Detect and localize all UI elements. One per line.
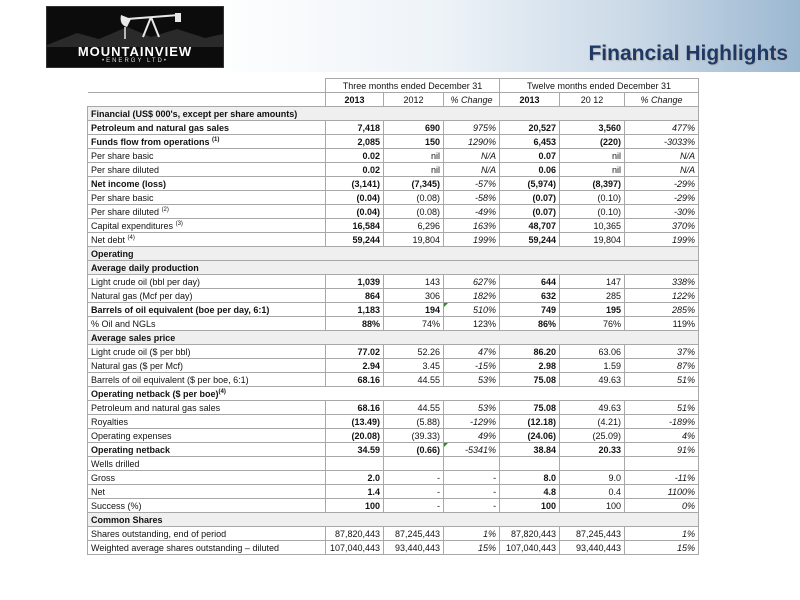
section-label bbox=[88, 107, 699, 121]
cell-y-change: -29% bbox=[625, 177, 699, 191]
cell-y-change: N/A bbox=[625, 149, 699, 163]
row-label bbox=[88, 499, 326, 513]
cell-y-2012: 0.4 bbox=[560, 485, 625, 499]
financial-highlights-table bbox=[87, 78, 699, 555]
section-row bbox=[88, 107, 699, 121]
row-label-text: Capital expenditures bbox=[91, 220, 174, 231]
cell-q-change: 163% bbox=[444, 219, 500, 233]
cell-y-change: -30% bbox=[625, 205, 699, 219]
row-label bbox=[88, 191, 326, 205]
cell-y-2012: 49.63 bbox=[560, 401, 625, 415]
col-header-2013-q: 2013 bbox=[326, 93, 384, 107]
cell-y-2012: (0.10) bbox=[560, 191, 625, 205]
row-label-text: Shares outstanding, end of period bbox=[91, 528, 227, 539]
footnote-marker: (4) bbox=[127, 234, 135, 241]
table-row bbox=[88, 457, 699, 471]
table-row bbox=[88, 527, 699, 541]
slide-title: Financial Highlights bbox=[588, 42, 788, 65]
row-label-text: Per share basic bbox=[91, 150, 154, 161]
row-label bbox=[88, 443, 326, 457]
row-label bbox=[88, 149, 326, 163]
cell-q-2012: (5.88) bbox=[384, 415, 444, 429]
table-row bbox=[88, 485, 699, 499]
table-row bbox=[88, 303, 699, 317]
row-label-text: Petroleum and natural gas sales bbox=[91, 402, 221, 413]
cell-q-change: 975% bbox=[444, 121, 500, 135]
col-header-2012-q: 2012 bbox=[384, 93, 444, 107]
cell-y-2013: (24.06) bbox=[500, 429, 560, 443]
row-label bbox=[88, 541, 326, 555]
cell-y-change: 338% bbox=[625, 275, 699, 289]
cell-q-2013: 0.02 bbox=[326, 149, 384, 163]
twelve-months-header: Twelve months ended December 31 bbox=[500, 79, 699, 93]
row-label bbox=[88, 219, 326, 233]
cell-q-2013: 864 bbox=[326, 289, 384, 303]
cell-y-change: 199% bbox=[625, 233, 699, 247]
cell-y-2012: nil bbox=[560, 163, 625, 177]
cell-q-2013: 87,820,443 bbox=[326, 527, 384, 541]
cell-y-2013: 632 bbox=[500, 289, 560, 303]
cell-y-change: 122% bbox=[625, 289, 699, 303]
cell-q-2012: 44.55 bbox=[384, 373, 444, 387]
section-label bbox=[88, 331, 699, 345]
cell-q-change bbox=[444, 457, 500, 471]
cell-q-change: -57% bbox=[444, 177, 500, 191]
cell-y-change: 1% bbox=[625, 527, 699, 541]
row-label bbox=[88, 205, 326, 219]
cell-y-change: 1100% bbox=[625, 485, 699, 499]
row-label-text: Barrels of oil equivalent (boe per day, 6:1) bbox=[91, 304, 270, 315]
row-label bbox=[88, 471, 326, 485]
cell-q-2012: (0.08) bbox=[384, 205, 444, 219]
cell-q-2012: (39.33) bbox=[384, 429, 444, 443]
cell-y-change: 51% bbox=[625, 373, 699, 387]
cell-q-2012: 194 bbox=[384, 303, 444, 317]
cell-y-2012: (0.10) bbox=[560, 205, 625, 219]
logo-name: MOUNTAINVIEW bbox=[77, 44, 193, 59]
cell-q-2012: 6,296 bbox=[384, 219, 444, 233]
row-label-text: Success (%) bbox=[91, 500, 142, 511]
cell-q-2013: 2.94 bbox=[326, 359, 384, 373]
section-label bbox=[88, 261, 699, 275]
cell-q-2012: - bbox=[384, 471, 444, 485]
cell-q-2012: nil bbox=[384, 149, 444, 163]
cell-q-2013: 107,040,443 bbox=[326, 541, 384, 555]
cell-q-change: - bbox=[444, 485, 500, 499]
section-label-text: Operating bbox=[91, 248, 134, 259]
footnote-marker: (4) bbox=[218, 388, 226, 395]
cell-q-2013: 7,418 bbox=[326, 121, 384, 135]
row-label-text: Light crude oil (bbl per day) bbox=[91, 276, 201, 287]
section-row bbox=[88, 261, 699, 275]
row-label bbox=[88, 317, 326, 331]
cell-q-2013: 88% bbox=[326, 317, 384, 331]
cell-y-2012: 93,440,443 bbox=[560, 541, 625, 555]
cell-q-change: 510% bbox=[444, 303, 500, 317]
table-row bbox=[88, 415, 699, 429]
cell-q-change: - bbox=[444, 499, 500, 513]
cell-q-change: -49% bbox=[444, 205, 500, 219]
col-header-change-y: % Change bbox=[625, 93, 699, 107]
cell-q-2012: - bbox=[384, 499, 444, 513]
row-label bbox=[88, 485, 326, 499]
cell-q-2013: 2.0 bbox=[326, 471, 384, 485]
table-row bbox=[88, 177, 699, 191]
cell-q-change: -5341% bbox=[444, 443, 500, 457]
cell-y-2012: 63.06 bbox=[560, 345, 625, 359]
row-label bbox=[88, 303, 326, 317]
cell-y-2013 bbox=[500, 457, 560, 471]
section-label bbox=[88, 513, 699, 527]
cell-y-2012: 49.63 bbox=[560, 373, 625, 387]
cell-q-2012: - bbox=[384, 485, 444, 499]
cell-q-2012: (0.66) bbox=[384, 443, 444, 457]
cell-y-2013: 87,820,443 bbox=[500, 527, 560, 541]
row-label bbox=[88, 457, 326, 471]
row-label-text: Per share diluted bbox=[91, 164, 160, 175]
row-label bbox=[88, 527, 326, 541]
cell-q-change: 123% bbox=[444, 317, 500, 331]
table-row bbox=[88, 135, 699, 149]
cell-q-change: N/A bbox=[444, 149, 500, 163]
row-label bbox=[88, 429, 326, 443]
cell-q-2013: (0.04) bbox=[326, 191, 384, 205]
header-blank bbox=[88, 79, 326, 93]
footnote-marker: (2) bbox=[161, 206, 169, 213]
cell-y-change: N/A bbox=[625, 163, 699, 177]
col-header-2013-y: 2013 bbox=[500, 93, 560, 107]
row-label-text: Operating expenses bbox=[91, 430, 172, 441]
cell-q-2013: (0.04) bbox=[326, 205, 384, 219]
cell-q-2012: 143 bbox=[384, 275, 444, 289]
cell-y-2012: 10,365 bbox=[560, 219, 625, 233]
row-label-text: Net debt bbox=[91, 234, 126, 245]
row-label-text: Wells drilled bbox=[91, 458, 140, 469]
table-row bbox=[88, 317, 699, 331]
cell-q-change: 1290% bbox=[444, 135, 500, 149]
header-blank bbox=[88, 93, 326, 107]
table-row bbox=[88, 289, 699, 303]
cell-q-2013: (20.08) bbox=[326, 429, 384, 443]
company-logo bbox=[46, 6, 224, 68]
cell-y-2013: 38.84 bbox=[500, 443, 560, 457]
cell-y-change bbox=[625, 457, 699, 471]
cell-q-change: -58% bbox=[444, 191, 500, 205]
cell-q-2012: 306 bbox=[384, 289, 444, 303]
cell-y-2012: (25.09) bbox=[560, 429, 625, 443]
section-label-text: Common Shares bbox=[91, 514, 163, 525]
table-row bbox=[88, 121, 699, 135]
cell-q-2013: 68.16 bbox=[326, 373, 384, 387]
cell-y-2012 bbox=[560, 457, 625, 471]
cell-y-2013: 59,244 bbox=[500, 233, 560, 247]
row-label bbox=[88, 345, 326, 359]
cell-y-2013: 107,040,443 bbox=[500, 541, 560, 555]
cell-y-2013: 100 bbox=[500, 499, 560, 513]
table-row bbox=[88, 205, 699, 219]
cell-y-2013: 6,453 bbox=[500, 135, 560, 149]
table-row bbox=[88, 219, 699, 233]
cell-q-2013: 0.02 bbox=[326, 163, 384, 177]
three-months-header: Three months ended December 31 bbox=[326, 79, 500, 93]
col-header-2012-y: 20 12 bbox=[560, 93, 625, 107]
cell-y-2013: 749 bbox=[500, 303, 560, 317]
row-label bbox=[88, 233, 326, 247]
cell-q-2013: 59,244 bbox=[326, 233, 384, 247]
cell-y-change: 285% bbox=[625, 303, 699, 317]
cell-q-change: - bbox=[444, 471, 500, 485]
cell-y-2013: 86% bbox=[500, 317, 560, 331]
group-header-row bbox=[88, 79, 699, 93]
cell-q-2013: 1.4 bbox=[326, 485, 384, 499]
cell-y-change: 370% bbox=[625, 219, 699, 233]
cell-y-2012: 285 bbox=[560, 289, 625, 303]
cell-y-2013: 48,707 bbox=[500, 219, 560, 233]
cell-y-2013: (0.07) bbox=[500, 191, 560, 205]
row-label bbox=[88, 415, 326, 429]
cell-y-2013: 86.20 bbox=[500, 345, 560, 359]
row-label-text: Per share diluted bbox=[91, 206, 160, 217]
cell-y-change: 477% bbox=[625, 121, 699, 135]
cell-q-change: -129% bbox=[444, 415, 500, 429]
cell-y-change: -29% bbox=[625, 191, 699, 205]
cell-q-change: 15% bbox=[444, 541, 500, 555]
cell-q-change: 1% bbox=[444, 527, 500, 541]
cell-y-2012: 100 bbox=[560, 499, 625, 513]
cell-q-2012 bbox=[384, 457, 444, 471]
table-row bbox=[88, 149, 699, 163]
cell-y-change: 37% bbox=[625, 345, 699, 359]
row-label-text: Per share basic bbox=[91, 192, 154, 203]
cell-q-change: N/A bbox=[444, 163, 500, 177]
row-label-text: Funds flow from operations bbox=[91, 136, 210, 147]
row-label-text: Petroleum and natural gas sales bbox=[91, 122, 230, 133]
table-row bbox=[88, 359, 699, 373]
table-row bbox=[88, 373, 699, 387]
cell-y-2012: 1.59 bbox=[560, 359, 625, 373]
cell-q-2013: (3,141) bbox=[326, 177, 384, 191]
cell-y-2012: (220) bbox=[560, 135, 625, 149]
cell-q-2013: 34.59 bbox=[326, 443, 384, 457]
section-row bbox=[88, 331, 699, 345]
cell-y-change: 0% bbox=[625, 499, 699, 513]
cell-q-2013: 1,183 bbox=[326, 303, 384, 317]
cell-y-2012: (4.21) bbox=[560, 415, 625, 429]
section-label-text: Average sales price bbox=[91, 332, 176, 343]
table-row bbox=[88, 191, 699, 205]
cell-q-change: 53% bbox=[444, 401, 500, 415]
cell-q-change: -15% bbox=[444, 359, 500, 373]
cell-q-2012: 52.26 bbox=[384, 345, 444, 359]
cell-y-2012: nil bbox=[560, 149, 625, 163]
row-label-text: Operating netback bbox=[91, 444, 171, 455]
cell-q-change: 47% bbox=[444, 345, 500, 359]
cell-y-2012: 3,560 bbox=[560, 121, 625, 135]
cell-y-change: 51% bbox=[625, 401, 699, 415]
cell-y-change: 15% bbox=[625, 541, 699, 555]
cell-q-2012: 93,440,443 bbox=[384, 541, 444, 555]
cell-y-change: 4% bbox=[625, 429, 699, 443]
row-label bbox=[88, 121, 326, 135]
row-label-text: % Oil and NGLs bbox=[91, 318, 156, 329]
cell-y-2013: 75.08 bbox=[500, 401, 560, 415]
cell-y-2012: 9.0 bbox=[560, 471, 625, 485]
section-row bbox=[88, 513, 699, 527]
row-label-text: Gross bbox=[91, 472, 116, 483]
cell-y-2012: 147 bbox=[560, 275, 625, 289]
cell-q-2012: 150 bbox=[384, 135, 444, 149]
row-label-text: Barrels of oil equivalent ($ per boe, 6:1) bbox=[91, 374, 249, 385]
row-label-text: Natural gas ($ per Mcf) bbox=[91, 360, 184, 371]
cell-q-2012: 74% bbox=[384, 317, 444, 331]
cell-y-2013: 8.0 bbox=[500, 471, 560, 485]
cell-y-2013: 2.98 bbox=[500, 359, 560, 373]
cell-y-2013: 4.8 bbox=[500, 485, 560, 499]
row-label bbox=[88, 359, 326, 373]
row-label bbox=[88, 373, 326, 387]
table-row bbox=[88, 443, 699, 457]
cell-q-2012: 19,804 bbox=[384, 233, 444, 247]
section-label bbox=[88, 387, 699, 401]
row-label-text: Light crude oil ($ per bbl) bbox=[91, 346, 191, 357]
cell-y-2012: 195 bbox=[560, 303, 625, 317]
cell-y-change: -11% bbox=[625, 471, 699, 485]
cell-q-change: 627% bbox=[444, 275, 500, 289]
cell-y-2012: 20.33 bbox=[560, 443, 625, 457]
cell-y-2012: 76% bbox=[560, 317, 625, 331]
cell-q-2013: 77.02 bbox=[326, 345, 384, 359]
row-label bbox=[88, 177, 326, 191]
cell-y-2012: 19,804 bbox=[560, 233, 625, 247]
section-label-text: Average daily production bbox=[91, 262, 199, 273]
cell-y-2013: 20,527 bbox=[500, 121, 560, 135]
cell-q-2012: 3.45 bbox=[384, 359, 444, 373]
cell-q-change: 53% bbox=[444, 373, 500, 387]
cell-q-change: 199% bbox=[444, 233, 500, 247]
cell-y-change: -3033% bbox=[625, 135, 699, 149]
cell-y-2013: 644 bbox=[500, 275, 560, 289]
footnote-marker: (3) bbox=[175, 220, 183, 227]
row-label bbox=[88, 275, 326, 289]
cell-y-2013: (0.07) bbox=[500, 205, 560, 219]
table-row bbox=[88, 345, 699, 359]
cell-y-change: 91% bbox=[625, 443, 699, 457]
cell-y-2013: (12.18) bbox=[500, 415, 560, 429]
row-label bbox=[88, 289, 326, 303]
cell-y-2012: (8,397) bbox=[560, 177, 625, 191]
row-label-text: Weighted average shares outstanding – diluted bbox=[91, 542, 279, 553]
cell-q-2013: 68.16 bbox=[326, 401, 384, 415]
table-row bbox=[88, 275, 699, 289]
cell-y-change: 87% bbox=[625, 359, 699, 373]
footnote-marker: (1) bbox=[212, 136, 220, 143]
table-row bbox=[88, 541, 699, 555]
cell-q-2012: 690 bbox=[384, 121, 444, 135]
cell-y-2013: (5,974) bbox=[500, 177, 560, 191]
table-row bbox=[88, 233, 699, 247]
table-row bbox=[88, 429, 699, 443]
cell-q-2012: (7,345) bbox=[384, 177, 444, 191]
row-label-text: Net bbox=[91, 486, 106, 497]
cell-y-2013: 0.06 bbox=[500, 163, 560, 177]
cell-y-change: -189% bbox=[625, 415, 699, 429]
cell-q-2012: (0.08) bbox=[384, 191, 444, 205]
row-label bbox=[88, 163, 326, 177]
section-label-text: Operating netback ($ per boe) bbox=[91, 388, 219, 399]
cell-q-2012: nil bbox=[384, 163, 444, 177]
cell-y-2013: 75.08 bbox=[500, 373, 560, 387]
cell-q-2013: 16,584 bbox=[326, 219, 384, 233]
cell-q-2012: 87,245,443 bbox=[384, 527, 444, 541]
cell-q-2013 bbox=[326, 457, 384, 471]
cell-y-2013: 0.07 bbox=[500, 149, 560, 163]
cell-q-change: 182% bbox=[444, 289, 500, 303]
section-label bbox=[88, 247, 699, 261]
cell-q-2013: (13.49) bbox=[326, 415, 384, 429]
table-row bbox=[88, 401, 699, 415]
column-header-row bbox=[88, 93, 699, 107]
row-label-text: Natural gas (Mcf per day) bbox=[91, 290, 193, 301]
table-row bbox=[88, 163, 699, 177]
table-row bbox=[88, 471, 699, 485]
section-row bbox=[88, 247, 699, 261]
cell-y-change: 119% bbox=[625, 317, 699, 331]
col-header-change-q: % Change bbox=[444, 93, 500, 107]
cell-q-change: 49% bbox=[444, 429, 500, 443]
cell-q-2013: 2,085 bbox=[326, 135, 384, 149]
cell-q-2013: 100 bbox=[326, 499, 384, 513]
row-label-text: Net income (loss) bbox=[91, 178, 167, 189]
table-row bbox=[88, 499, 699, 513]
row-label-text: Royalties bbox=[91, 416, 129, 427]
row-label bbox=[88, 401, 326, 415]
section-row bbox=[88, 387, 699, 401]
section-label-text: Financial (US$ 000's, except per share amounts) bbox=[91, 108, 298, 119]
cell-q-2012: 44.55 bbox=[384, 401, 444, 415]
logo-subtitle: •ENERGY LTD• bbox=[102, 58, 168, 64]
cell-y-2012: 87,245,443 bbox=[560, 527, 625, 541]
row-label bbox=[88, 135, 326, 149]
cell-q-2013: 1,039 bbox=[326, 275, 384, 289]
